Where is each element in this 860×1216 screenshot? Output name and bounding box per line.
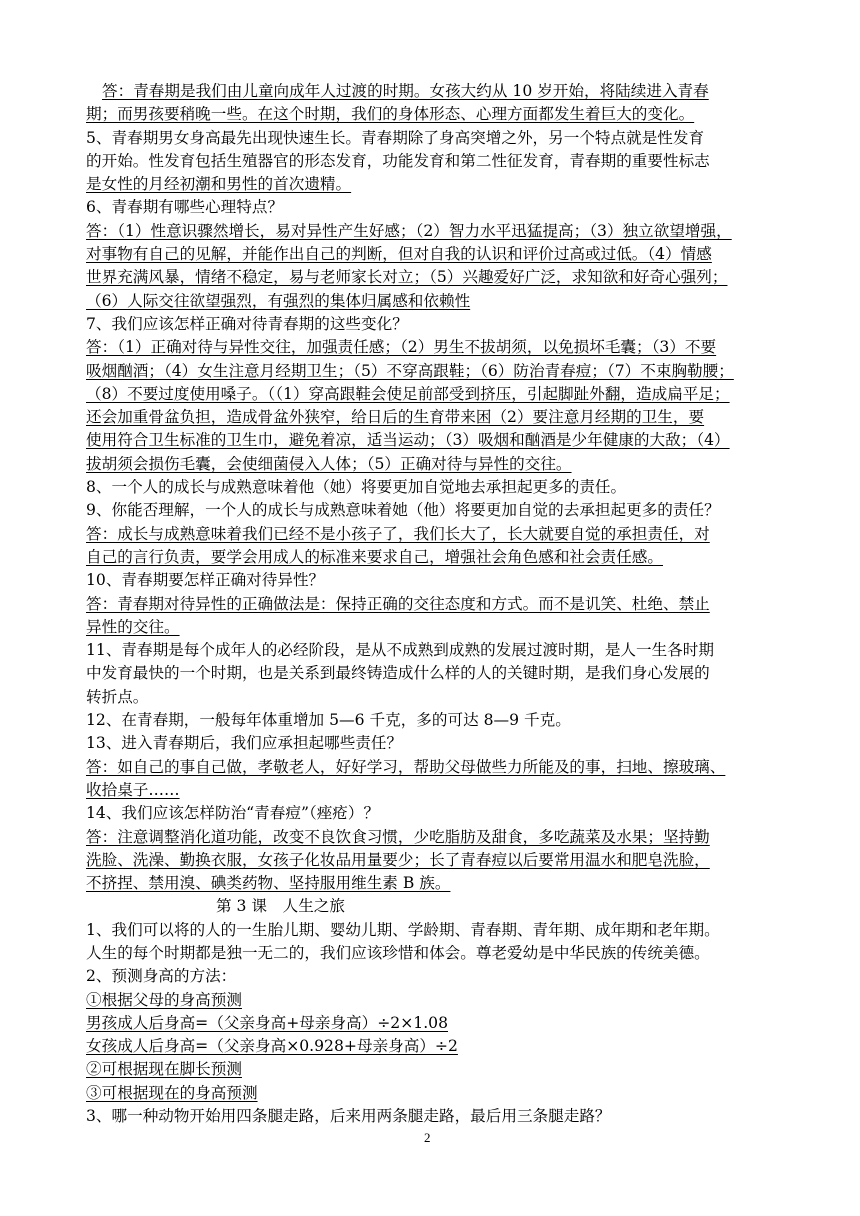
text-line: （6）人际交往欲望强烈，有强烈的集体归属感和依赖性 [86, 291, 471, 310]
text-line: 8、一个人的成长与成熟意味着他（她）将要更加自觉地去承担起更多的责任。 [86, 478, 627, 497]
text-line: 还会加重骨盆负担，造成骨盆外狭窄，给日后的生育带来困（2）要注意月经期的卫生，要 [86, 408, 705, 427]
text-line: 答：（1）性意识骤然增长，易对异性产生好感；（2）智力水平迅猛提高；（3）独立欲望增强， [86, 221, 732, 240]
text-line: 中发育最快的一个时期，也是关系到最终铸造成什么样的人的关键时期，是我们身心发展的 [86, 664, 710, 683]
text-line: 14、我们应该怎样防治“青春痘”（痤疮）？ [86, 804, 380, 823]
text-line: ②可根据现在脚长预测 [86, 1060, 242, 1079]
text-line: 使用符合卫生标准的卫生巾，避免着凉，适当运动；（3）吸烟和酗酒是少年健康的大敌；（4） [86, 431, 730, 450]
text-line: 对事物有自己的见解，并能作出自己的判断，但对自我的认识和评价过高或过低。（4）情感 [86, 245, 712, 264]
text-line: 11、青春期是每个成年人的必经阶段，是从不成熟到成熟的发展过渡时期，是人一生各时期 [86, 641, 714, 660]
text-line: 拔胡须会损伤毛囊，会使细菌侵入人体；（5）正确对待与异性的交往。 [86, 454, 572, 473]
text-line: 10、青春期要怎样正确对待异性？ [86, 571, 325, 590]
text-line: 女孩成人后身高=（父亲身高×0.928+母亲身高）÷2 [86, 1037, 458, 1056]
text-line: ①根据父母的身高预测 [86, 990, 242, 1009]
text-line: 自己的言行负责，要学会用成人的标准来要求自己，增强社会角色感和社会责任感。 [86, 547, 663, 566]
text-line: 吸烟酗酒；（4）女生注意月经期卫生；（5）不穿高跟鞋；（6）防治青春痘；（7）不束胸勒腰； [86, 361, 734, 380]
text-line: 1、我们可以将的人的一生胎儿期、婴幼儿期、学龄期、青春期、青年期、成年期和老年期。 [86, 920, 720, 939]
text-line: ③可根据现在的身高预测 [86, 1083, 258, 1102]
text-line: 13、进入青春期后，我们应承担起哪些责任？ [86, 734, 403, 753]
text-line: 3、哪一种动物开始用四条腿走路，后来用两条腿走路，最后用三条腿走路？ [86, 1107, 611, 1126]
page-number: 2 [424, 1130, 431, 1145]
text-line: 答：青春期是我们由儿童向成年人过渡的时期。女孩大约从 10 岁开始，将陆续进入青春 [102, 82, 709, 100]
text-line: 答：如自己的事自己做，孝敬老人，好好学习，帮助父母做些力所能及的事，扫地、擦玻璃、 [86, 757, 726, 776]
section-heading: 第 3 课 人生之旅 [216, 897, 345, 916]
text-line: 答：青春期对待异性的正确做法是：保持正确的交往态度和方式。而不是讥笑、杜绝、禁止 [86, 594, 710, 613]
text-line: 异性的交往。 [86, 617, 180, 636]
text-line: 的开始。性发育包括生殖器官的形态发育，功能发育和第二性征发育，青春期的重要性标志 [86, 151, 710, 170]
text-line: 世界充满风暴，情绪不稳定，易与老师家长对立；（5）兴趣爱好广泛，求知欲和好奇心强列； [86, 268, 728, 287]
text-line: 是女性的月经初潮和男性的首次遗精。 [86, 175, 352, 194]
document-body [86, 80, 778, 1128]
text-line: 6、青春期有哪些心理特点？ [86, 198, 284, 217]
text-line: 9、你能否理解，一个人的成长与成熟意味着她（他）将要更加自觉的去承担起更多的责任？ [86, 501, 720, 520]
text-line: 答：注意调整消化道功能，改变不良饮食习惯，少吃脂肪及甜食，多吃蔬菜及水果；坚持勤 [86, 827, 710, 846]
text-line: 5、青春期男女身高最先出现快速生长。青春期除了身高突增之外，另一个特点就是性发育 [86, 128, 705, 147]
text-line: 期；而男孩要稍晚一些。在这个时期，我们的身体形态、心理方面都发生着巨大的变化。 [86, 105, 695, 124]
text-line: 12、在青春期，一般每年体重增加 5—6 千克，多的可达 8—9 千克。 [86, 711, 571, 730]
text-line: 答：成长与成熟意味着我们已经不是小孩子了，我们长大了，长大就要自觉的承担责任，对 [86, 524, 710, 543]
text-line: 答：（1）正确对待与异性交往，加强责任感；（2）男生不拔胡须，以免损坏毛囊；（3）不要 [86, 338, 717, 357]
text-line: 不挤捏、禁用溴、碘类药物、坚持服用维生素 B 族。 [86, 874, 451, 893]
text-line: 收拾桌子…… [86, 780, 180, 799]
text-line: 男孩成人后身高=（父亲身高+母亲身高）÷2×1.08 [86, 1013, 448, 1032]
text-line: 洗脸、洗澡、勤换衣服，女孩子化妆品用量要少；长了青春痘以后要常用温水和肥皂洗脸， [86, 850, 710, 869]
text-line: 2、预测身高的方法： [86, 967, 237, 986]
text-line: （8）不要过度使用嗓子。（（1）穿高跟鞋会使足前部受到挤压，引起脚趾外翻，造成扁平足； [86, 384, 730, 403]
text-line: 人生的每个时期都是独一无二的，我们应该珍惜和体会。尊老爱幼是中华民族的传统美德。 [86, 943, 710, 962]
text-line: 7、我们应该怎样正确对待青春期的这些变化？ [86, 314, 408, 333]
text-line: 转折点。 [86, 687, 149, 706]
